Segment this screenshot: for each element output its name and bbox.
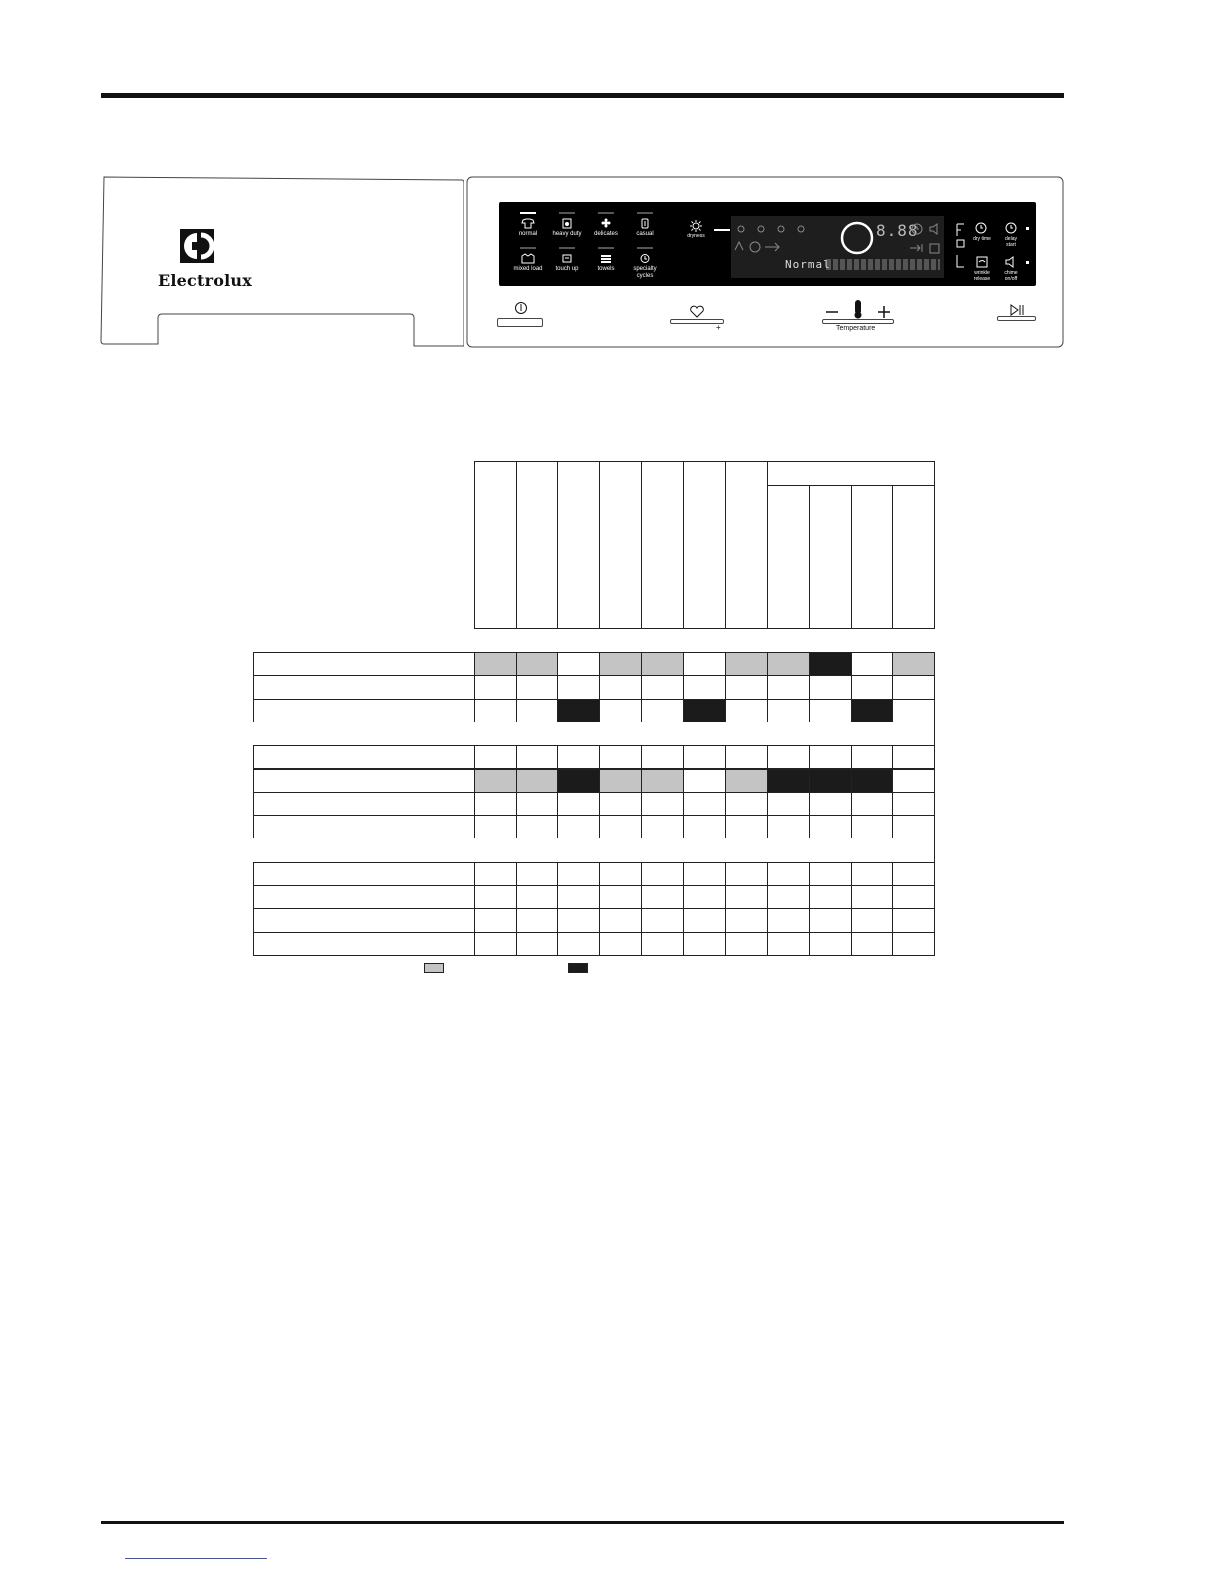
row-label-cell (253, 699, 475, 723)
table-cell (683, 815, 726, 839)
table-cell (851, 699, 893, 723)
table-cell (767, 745, 810, 769)
table-cell (641, 862, 684, 886)
table-cell (557, 885, 600, 909)
heart-icon (689, 305, 705, 319)
row-label-cell (253, 792, 475, 816)
sun-icon (689, 220, 703, 232)
row-label-cell (253, 908, 475, 932)
table-cell (516, 745, 558, 769)
table-cell (641, 699, 684, 723)
table-cell (557, 862, 600, 886)
electrolux-logo-icon (180, 229, 214, 263)
program-specialty-cycles[interactable] (625, 247, 665, 280)
table-cell (725, 745, 768, 769)
table-cell (892, 675, 935, 699)
table-cell (809, 652, 852, 676)
table-cell (725, 908, 768, 932)
table-cell (851, 815, 893, 839)
table-cell (809, 699, 852, 723)
row-label-cell (253, 769, 475, 793)
program-indicator (637, 212, 653, 214)
table-cell (641, 769, 684, 793)
table-cell (641, 932, 684, 956)
table-cell (599, 885, 642, 909)
table-cell (557, 769, 600, 793)
logo-panel-outline (100, 176, 464, 348)
program-label: touch up (555, 266, 579, 272)
program-indicator (559, 212, 575, 214)
program-indicator (598, 212, 614, 214)
table-cell (474, 908, 517, 932)
table-cell (725, 885, 768, 909)
table-cell (641, 792, 684, 816)
table-cell (516, 675, 558, 699)
specialty-cycles-icon (638, 253, 652, 264)
dry-time-icon (975, 222, 989, 234)
table-cell (725, 652, 768, 676)
table-cell (641, 815, 684, 839)
table-cell (683, 769, 726, 793)
header-group (767, 461, 935, 486)
table-cell (516, 792, 558, 816)
table-cell (767, 932, 810, 956)
table-cell (599, 675, 642, 699)
table-cell (851, 885, 893, 909)
table-cell (725, 932, 768, 956)
header-column (474, 461, 517, 629)
header-column (516, 461, 558, 629)
table-cell (767, 862, 810, 886)
table-cell (641, 675, 684, 699)
table-cell (767, 769, 810, 793)
table-cell (516, 769, 558, 793)
time-readout: 8.88 (876, 221, 919, 240)
table-cell (809, 675, 852, 699)
legend-swatch-black (568, 963, 588, 973)
table-cell (557, 792, 600, 816)
table-cell (474, 885, 517, 909)
table-cell (599, 745, 642, 769)
table-cell (851, 769, 893, 793)
table-cell (599, 932, 642, 956)
table-cell (557, 815, 600, 839)
table-cell (474, 745, 517, 769)
table-cell (641, 652, 684, 676)
table-cell (641, 745, 684, 769)
play-pause-icon (1009, 304, 1025, 316)
option-chime[interactable] (1000, 256, 1022, 282)
table-cell (557, 675, 600, 699)
table-cell (809, 862, 852, 886)
table-cell (809, 769, 852, 793)
program-mixed-load[interactable] (508, 247, 548, 273)
table-cell (683, 885, 726, 909)
table-cell (892, 699, 935, 723)
dryness-label: dryness (687, 233, 705, 239)
table-cell (683, 792, 726, 816)
program-delicates[interactable] (586, 212, 626, 238)
lock-icons (908, 241, 944, 255)
table-cell (599, 769, 642, 793)
header-column (641, 461, 684, 629)
table-cell (892, 885, 935, 909)
header-subcolumn (767, 485, 810, 629)
program-label: towels (597, 266, 615, 272)
table-cell (516, 932, 558, 956)
table-cell (851, 675, 893, 699)
option-label: delay start (1005, 236, 1017, 248)
temperature-slider[interactable] (822, 319, 894, 324)
table-cell (725, 699, 768, 723)
program-label: casual (636, 231, 654, 237)
table-cell (557, 652, 600, 676)
table-cell (725, 815, 768, 839)
row-label-cell (253, 885, 475, 909)
table-cell (474, 652, 517, 676)
row-label-cell (253, 815, 475, 839)
program-indicator (559, 247, 575, 249)
table-cell (599, 815, 642, 839)
table-cell (474, 862, 517, 886)
plus-label: + (716, 323, 721, 332)
tshirt-icon (521, 218, 535, 229)
table-cell (683, 862, 726, 886)
heavy-duty-icon (560, 218, 574, 229)
program-label: normal (518, 231, 538, 237)
program-indicator (637, 247, 653, 249)
header-column (683, 461, 726, 629)
option-label: wrinkle release (973, 270, 991, 282)
header-subcolumn (851, 485, 893, 629)
table-cell (767, 652, 810, 676)
table-cell (809, 745, 852, 769)
row-label-cell (253, 745, 475, 769)
footer-link[interactable] (125, 1558, 267, 1559)
mixed-load-icon (521, 253, 535, 264)
table-cell (474, 792, 517, 816)
chime-icon (1004, 256, 1018, 268)
program-touch-up[interactable] (547, 247, 587, 273)
option-wrinkle-release[interactable] (970, 256, 994, 282)
table-cell (516, 699, 558, 723)
table-cell (851, 862, 893, 886)
table-cell (851, 652, 893, 676)
table-cell (892, 652, 935, 676)
table-cell (641, 885, 684, 909)
table-cell (474, 769, 517, 793)
row-label-cell (253, 932, 475, 956)
table-cell (851, 745, 893, 769)
table-cell (683, 699, 726, 723)
table-cell (599, 699, 642, 723)
table-cell (767, 675, 810, 699)
power-icon (514, 301, 528, 315)
table-cell (851, 908, 893, 932)
row-label-cell (253, 862, 475, 886)
option-label: chime on/off (1004, 270, 1018, 282)
table-cell (809, 908, 852, 932)
table-cell (892, 792, 935, 816)
temperature-controls (824, 298, 892, 320)
row-label-cell (253, 675, 475, 699)
display-program-text: Normal (785, 258, 831, 271)
table-cell (557, 699, 600, 723)
status-icons (733, 240, 783, 254)
bracket-icons (955, 222, 967, 272)
table-cell (767, 908, 810, 932)
header-column (725, 461, 768, 629)
header-rule (101, 93, 1064, 98)
program-label: delicates (594, 231, 618, 237)
table-cell (557, 932, 600, 956)
option-label: dry time (973, 236, 991, 242)
table-cell (892, 862, 935, 886)
table-cell (725, 792, 768, 816)
program-label: heavy duty (552, 231, 582, 237)
table-cell (599, 862, 642, 886)
table-cell (599, 652, 642, 676)
table-cell (892, 932, 935, 956)
program-indicator (520, 212, 536, 214)
table-cell (683, 745, 726, 769)
logo-panel (100, 176, 464, 348)
table-cell (516, 908, 558, 932)
program-heavy-duty[interactable] (547, 212, 587, 238)
wrinkle-release-icon (975, 256, 989, 268)
table-cell (725, 769, 768, 793)
table-cell (809, 792, 852, 816)
flower-icon (599, 218, 613, 229)
header-subcolumn (892, 485, 935, 629)
towels-icon (599, 253, 613, 264)
group-separator (253, 722, 935, 746)
table-cell (599, 908, 642, 932)
program-label: specialty cycles (633, 266, 657, 279)
clock-chime-icons (910, 222, 944, 236)
option-delay-start[interactable] (1000, 222, 1022, 248)
program-indicator (598, 247, 614, 249)
header-subcolumn (809, 485, 852, 629)
group-separator (253, 838, 935, 862)
table-cell (557, 745, 600, 769)
option-dry-time[interactable] (972, 222, 992, 242)
table-cell (641, 908, 684, 932)
table-cell (725, 862, 768, 886)
option-led (1026, 227, 1029, 230)
program-casual[interactable] (625, 212, 665, 238)
table-cell (851, 792, 893, 816)
temperature-label: Temperature (836, 325, 876, 332)
option-led (1026, 261, 1029, 264)
table-cell (516, 815, 558, 839)
header-column (599, 461, 642, 629)
table-cell (767, 699, 810, 723)
table-cell (683, 908, 726, 932)
power-button[interactable] (497, 318, 543, 327)
table-cell (474, 675, 517, 699)
footer-rule (101, 1521, 1064, 1524)
table-cell (767, 815, 810, 839)
table-cell (851, 932, 893, 956)
table-cell (892, 745, 935, 769)
dryness-indicator (714, 229, 730, 231)
row-label-cell (253, 652, 475, 676)
program-towels[interactable] (586, 247, 626, 273)
table-cell (725, 675, 768, 699)
touch-up-icon (560, 253, 574, 264)
display-segments (826, 259, 940, 270)
brand-wordmark: Electrolux (158, 271, 252, 290)
header-column (557, 461, 600, 629)
table-cell (809, 932, 852, 956)
table-cell (892, 908, 935, 932)
table-cell (767, 885, 810, 909)
dryness-levels-icon (734, 222, 812, 236)
delay-start-icon (1004, 222, 1018, 234)
table-cell (683, 652, 726, 676)
table-cell (516, 885, 558, 909)
table-cell (809, 815, 852, 839)
table-cell (599, 792, 642, 816)
table-cell (474, 815, 517, 839)
table-cell (683, 675, 726, 699)
table-cell (892, 815, 935, 839)
table-cell (767, 792, 810, 816)
table-cell (516, 862, 558, 886)
program-indicator (520, 247, 536, 249)
program-label: mixed load (513, 266, 543, 272)
table-cell (683, 932, 726, 956)
table-cell (474, 699, 517, 723)
table-cell (516, 652, 558, 676)
start-pause-button[interactable] (997, 316, 1036, 321)
table-cell (557, 908, 600, 932)
program-normal[interactable] (508, 212, 548, 238)
legend-swatch-gray (424, 963, 444, 973)
table-cell (892, 769, 935, 793)
cycle-progress-ring (840, 221, 874, 255)
table-cell (474, 932, 517, 956)
table-cell (809, 885, 852, 909)
casual-icon (638, 218, 652, 229)
